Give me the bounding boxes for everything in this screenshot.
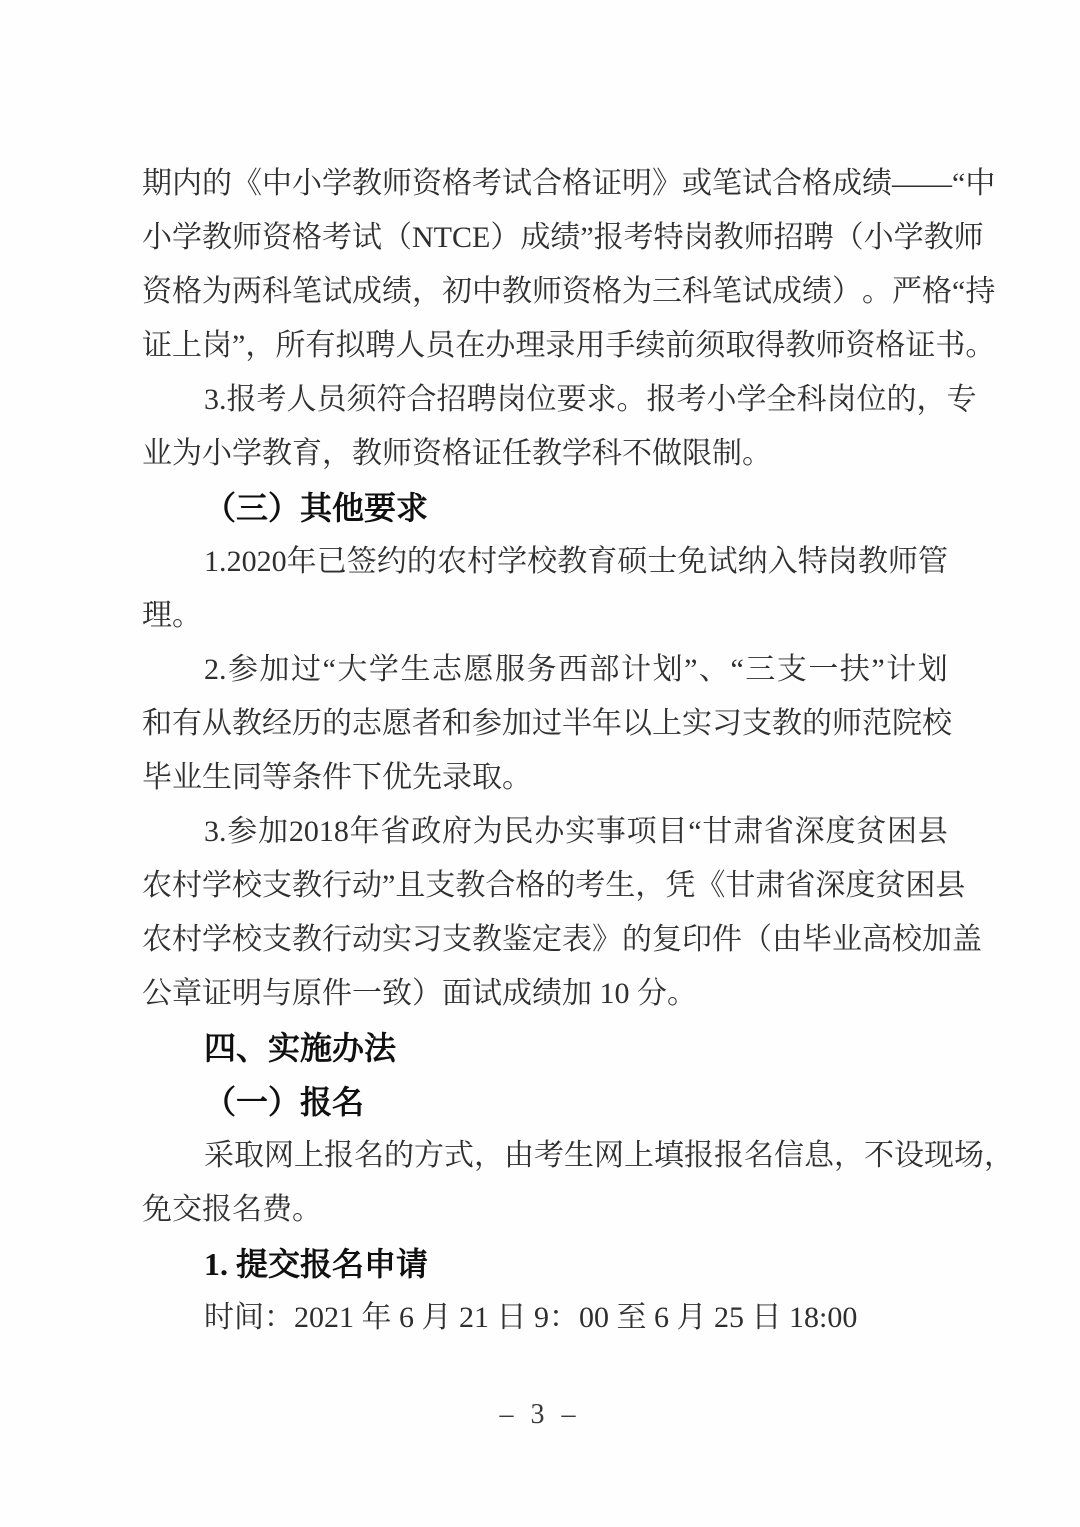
text-line: 采 取 网 上 报 名 的 方 式 ， 由 考 生 网 上 填 报 报 名 信 息 ， 不 设 现 场 ， (204, 1139, 1014, 1172)
paragraph (142, 643, 952, 805)
text-line: 期 内 的 《 中 小 学 教 师 资 格 考 试 合 格 证 明 》 或 笔 试 合 格 成 绩 —— “ 中 (142, 167, 996, 200)
document-text-block (142, 157, 1014, 1345)
section (142, 1021, 948, 1075)
section-heading: （一）报名 (204, 1084, 365, 1120)
text-line: 和 有 从 教 经 历 的 志 愿 者 和 参 加 过 半 年 以 上 实 习 支 教 的 师 范 院 校 (142, 707, 952, 740)
section-heading: 四、实施办法 (204, 1030, 397, 1066)
section-heading: 1. 提交报名申请 (204, 1246, 429, 1282)
section-heading: （三）其他要求 (204, 490, 429, 526)
text-line: 农 村 学 校 支 教 行 动 实 习 支 教 鉴 定 表 》 的 复 印 件 （ 由 毕 业 高 校 加 盖 (142, 923, 982, 956)
text-line: 毕业生同等条件下优先录取。 (142, 761, 532, 794)
paragraph (142, 157, 996, 373)
text-line: 小 学 教 师 资 格 考 试 （ NTCE ） 成 绩 ” 报 考 特 岗 教 师 招 聘 （ 小 学 教 师 (142, 221, 984, 254)
paragraph (142, 805, 982, 1021)
text-line: 公章证明与原件一致）面试成绩加 10 分。 (142, 977, 697, 1010)
text-line: 证 上 岗 ” ， 所 有 拟 聘 人 员 在 办 理 录 用 手 续 前 须 取 得 教 师 资 格 证 书 。 (142, 329, 996, 362)
section (142, 1075, 948, 1129)
text-line: 理。 (142, 599, 202, 632)
text-line: 免交报名费。 (142, 1193, 322, 1226)
text-line: 时间：2021 年 6 月 21 日 9：00 至 6 月 25 日 18:00 (204, 1301, 858, 1334)
section (142, 481, 948, 535)
text-line: 农 村 学 校 支 教 行 动 ” 且 支 教 合 格 的 考 生 ， 凭 《 甘 肃 省 深 度 贫 困 县 (142, 869, 966, 902)
paragraph (142, 1129, 1014, 1237)
text-line: 3. 参 加 2018 年 省 政 府 为 民 办 实 事 项 目 “ 甘 肃 省 深 度 贫 困 县 (204, 815, 948, 848)
paragraph (142, 373, 977, 481)
page-number: – 3 – (499, 1399, 581, 1430)
text-line: 2. 参 加 过 “ 大 学 生 志 愿 服 务 西 部 计 划 ” 、 “ 三 支 一 扶 ” 计 划 (204, 653, 948, 686)
section (142, 1237, 948, 1291)
text-line: 1. 2020 年 已 签 约 的 农 村 学 校 教 育 硕 士 免 试 纳 入 特 岗 教 师 管 (204, 545, 948, 578)
text-line: 资 格 为 两 科 笔 试 成 绩 ， 初 中 教 师 资 格 为 三 科 笔 试 成 绩 ） 。 严 格 “ 持 (142, 275, 996, 308)
paragraph (142, 535, 948, 643)
text-line: 业为小学教育，教师资格证任教学科不做限制。 (142, 437, 772, 470)
text-line: 3. 报 考 人 员 须 符 合 招 聘 岗 位 要 求 。 报 考 小 学 全 科 岗 位 的 ， 专 (204, 383, 977, 416)
paragraph (142, 1291, 948, 1345)
